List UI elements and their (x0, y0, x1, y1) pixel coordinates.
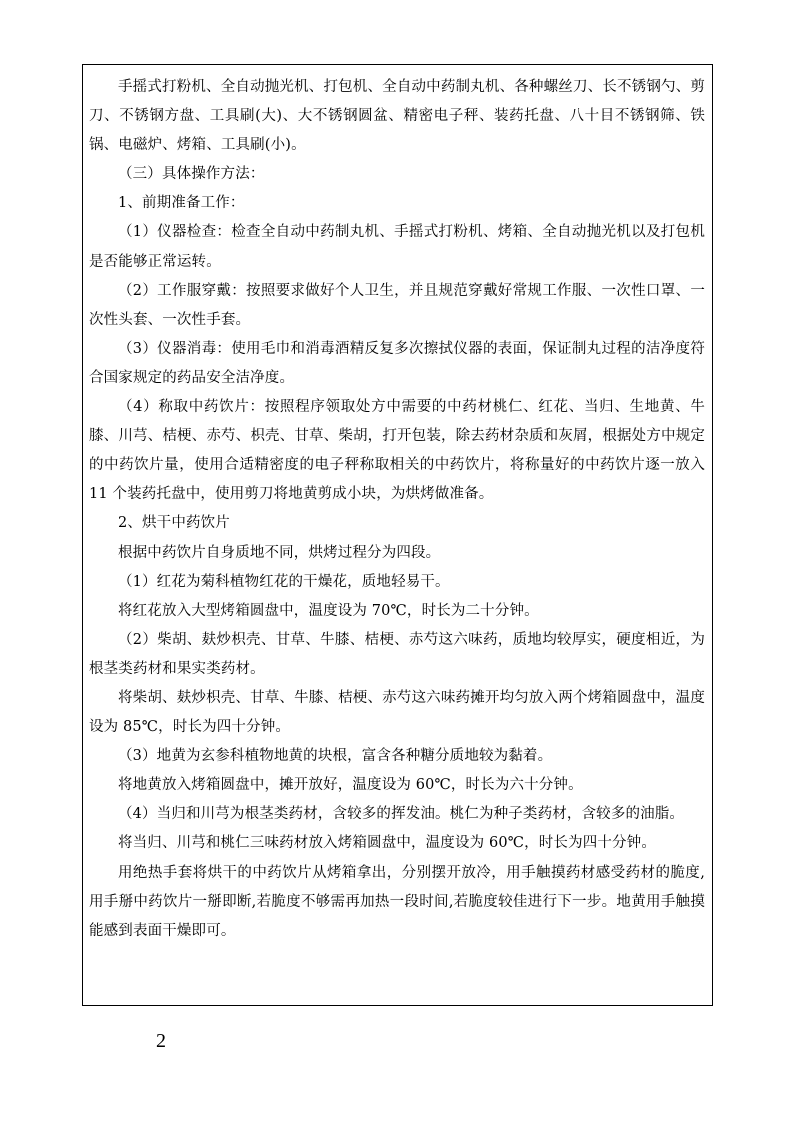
page-number: 2 (156, 1030, 166, 1052)
paragraph-angelica-baking: 将当归、川芎和桃仁三味药材放入烤箱圆盘中，温度设为 60℃，时长为四十分钟。 (118, 835, 656, 852)
content-frame (82, 64, 713, 1006)
paragraph-safflower: （1）红花为菊科植物红花的干燥花，质地轻易干。 (118, 573, 450, 590)
paragraph-tools-list: 手摇式打粉机、全自动抛光机、打包机、全自动中药制丸机、各种螺丝刀、长不锈钢勺、剪刀、不锈钢方盘、工具刷(大)、大不锈钢圆盆、精密电子秤、装药托盘、八十目不锈钢筛、铁锅、电磁炉、烤箱、工具刷(小)。 (89, 79, 705, 154)
paragraph-disinfection: （3）仪器消毒：使用毛巾和消毒酒精反复多次擦拭仪器的表面，保证制丸过程的洁净度符合国家规定的药品安全洁净度。 (89, 340, 705, 386)
paragraph-six-herbs-baking: 将柴胡、麸炒枳壳、甘草、牛膝、桔梗、赤芍这六味药摊开均匀放入两个烤箱圆盘中，温度设为 85℃，时长为四十分钟。 (89, 689, 705, 736)
paragraph-cooling: 用绝热手套将烘干的中药饮片从烤箱拿出，分别摆开放冷，用手触摸药材感受药材的脆度,用手掰中药饮片一掰即断,若脆度不够需再加热一段时间,若脆度较佳进行下一步。地黄用手触摸能感到表面干燥即可。 (89, 864, 705, 939)
paragraph-workwear: （2）工作服穿戴：按照要求做好个人卫生，并且规范穿戴好常规工作服、一次性口罩、一次性头套、一次性手套。 (89, 282, 705, 328)
paragraph-instrument-check: （1）仪器检查：检查全自动中药制丸机、手摇式打粉机、烤箱、全自动抛光机以及打包机是否能够正常运转。 (89, 224, 705, 270)
paragraph-angelica: （4）当归和川芎为根茎类药材，含较多的挥发油。桃仁为种子类药材，含较多的油脂。 (118, 806, 685, 823)
document-body (89, 73, 705, 946)
subheading-preparation: 1、前期准备工作： (118, 195, 245, 212)
paragraph-weighing: （4）称取中药饮片：按照程序领取处方中需要的中药材桃仁、红花、当归、生地黄、牛膝、川芎、桔梗、赤芍、枳壳、甘草、柴胡，打开包装，除去药材杂质和灰屑，根据处方中规定的中药饮片量，使用合适精密度的电子秤称取相关的中药饮片，将称量好的中药饮片逐一放入 11 个装药托盘中，使用剪刀将地黄剪成小块，为烘烤做准备。 (89, 399, 705, 503)
paragraph-six-herbs: （2）柴胡、麸炒枳壳、甘草、牛膝、桔梗、赤芍这六味药，质地均较厚实，硬度相近，为根茎类药材和果实类药材。 (89, 631, 705, 677)
paragraph-rehmannia-baking: 将地黄放入烤箱圆盘中，摊开放好，温度设为 60℃，时长为六十分钟。 (118, 777, 583, 794)
paragraph-safflower-baking: 将红花放入大型烤箱圆盘中，温度设为 70℃，时长为二十分钟。 (118, 602, 539, 619)
paragraph-rehmannia: （3）地黄为玄参科植物地黄的块根，富含各种糖分质地较为黏着。 (118, 748, 553, 765)
section-heading-operation-method: （三）具体操作方法： (118, 166, 265, 183)
subheading-drying: 2、烘干中药饮片 (118, 515, 230, 532)
paragraph-drying-intro: 根据中药饮片自身质地不同，烘烤过程分为四段。 (118, 544, 441, 561)
